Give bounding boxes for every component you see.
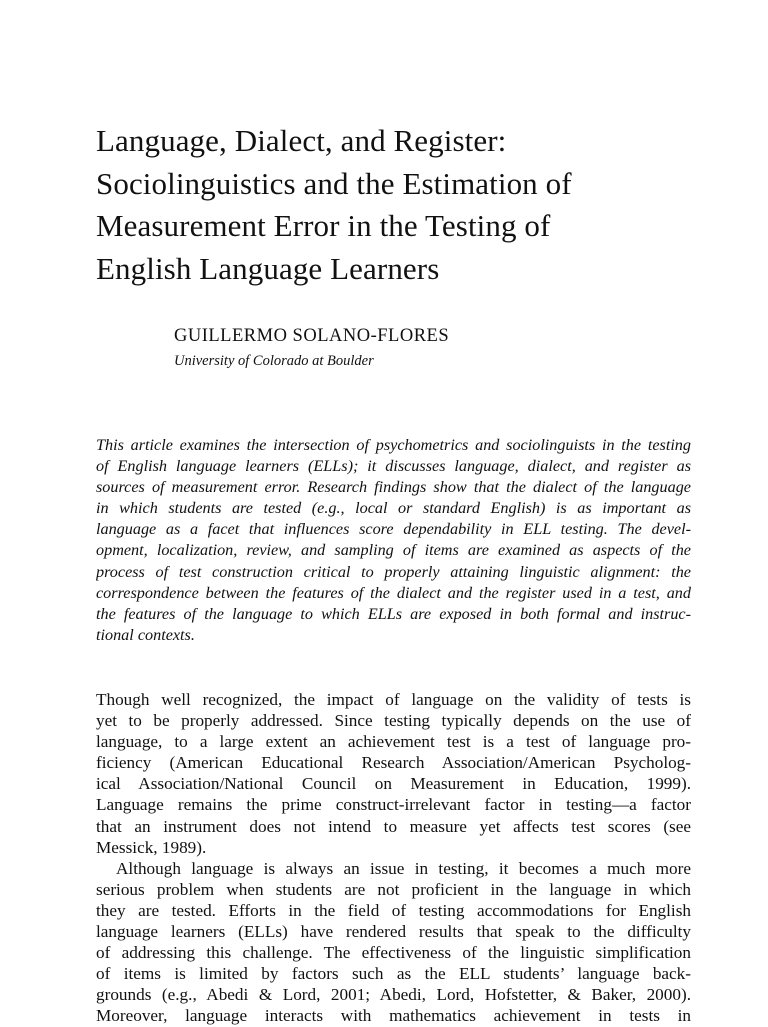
body-line: Messick, 1989).: [96, 837, 207, 857]
article-page: [96, 0, 691, 1024]
body-text: [96, 689, 691, 1027]
body-line: ical Association/National Council on Measurement in Education, 1999).: [96, 774, 691, 794]
abstract-line: in which students are tested (e.g., local or standard English) is as important as: [96, 499, 691, 518]
abstract-line: tional contexts.: [96, 625, 195, 644]
abstract-line: opment, localization, review, and sampling of items are examined as aspects of the: [96, 541, 691, 560]
abstract-line: process of test construction critical to properly attaining linguistic alignment: the: [96, 562, 691, 581]
author-name: GUILLERMO SOLANO-FLORES: [174, 326, 450, 346]
body-line: serious problem when students are not proficient in the language in which: [96, 879, 691, 899]
author-block: [174, 323, 449, 373]
body-line: Although language is always an issue in testing, it becomes a much more: [116, 858, 691, 878]
article-title: [96, 120, 691, 290]
title-line: Measurement Error in the Testing of: [96, 208, 551, 243]
abstract-line: This article examines the intersection of psychometrics and sociolinguists in the testing: [96, 436, 691, 454]
body-line: language, to a large extent an achievement test is a test of language pro-: [96, 732, 691, 752]
body-line: yet to be properly addressed. Since testing typically depends on the use of: [96, 711, 691, 731]
body-line: Moreover, language interacts with mathematics achievement in tests in: [96, 1006, 691, 1026]
body-line: they are tested. Efforts in the field of testing accommodations for English: [96, 900, 691, 920]
abstract-line: the features of the language to which ELLs are exposed in both formal and instruc-: [96, 604, 691, 623]
title-line: Sociolinguistics and the Estimation of: [96, 165, 572, 201]
body-line: Language remains the prime construct-irrelevant factor in testing—a factor: [96, 795, 691, 815]
abstract-line: of English language learners (ELLs); it discusses language, dialect, and register as: [96, 457, 691, 476]
body-line: that an instrument does not intend to measure yet affects test scores (see: [96, 816, 691, 836]
body-line: of items is limited by factors such as the ELL students’ language back-: [96, 964, 691, 984]
body-line: Though well recognized, the impact of language on the validity of tests is: [96, 690, 691, 709]
body-line: language learners (ELLs) have rendered results that speak to the difficulty: [96, 922, 691, 942]
abstract: [96, 435, 691, 646]
body-line: grounds (e.g., Abedi & Lord, 2001; Abedi, Lord, Hofstetter, & Baker, 2000).: [96, 985, 691, 1005]
abstract-line: language as a facet that influences score dependability in ELL testing. The devel-: [96, 520, 691, 539]
body-line: ficiency (American Educational Research Association/American Psycholog-: [96, 753, 691, 773]
body-line: of addressing this challenge. The effectiveness of the linguistic simplification: [96, 943, 691, 963]
author-affiliation: University of Colorado at Boulder: [174, 353, 374, 369]
abstract-line: sources of measurement error. Research findings show that the dialect of the language: [96, 478, 691, 497]
title-line: English Language Learners: [96, 250, 440, 286]
abstract-line: correspondence between the features of the dialect and the register used in a test, and: [96, 583, 691, 602]
title-line: Language, Dialect, and Register:: [96, 123, 507, 158]
